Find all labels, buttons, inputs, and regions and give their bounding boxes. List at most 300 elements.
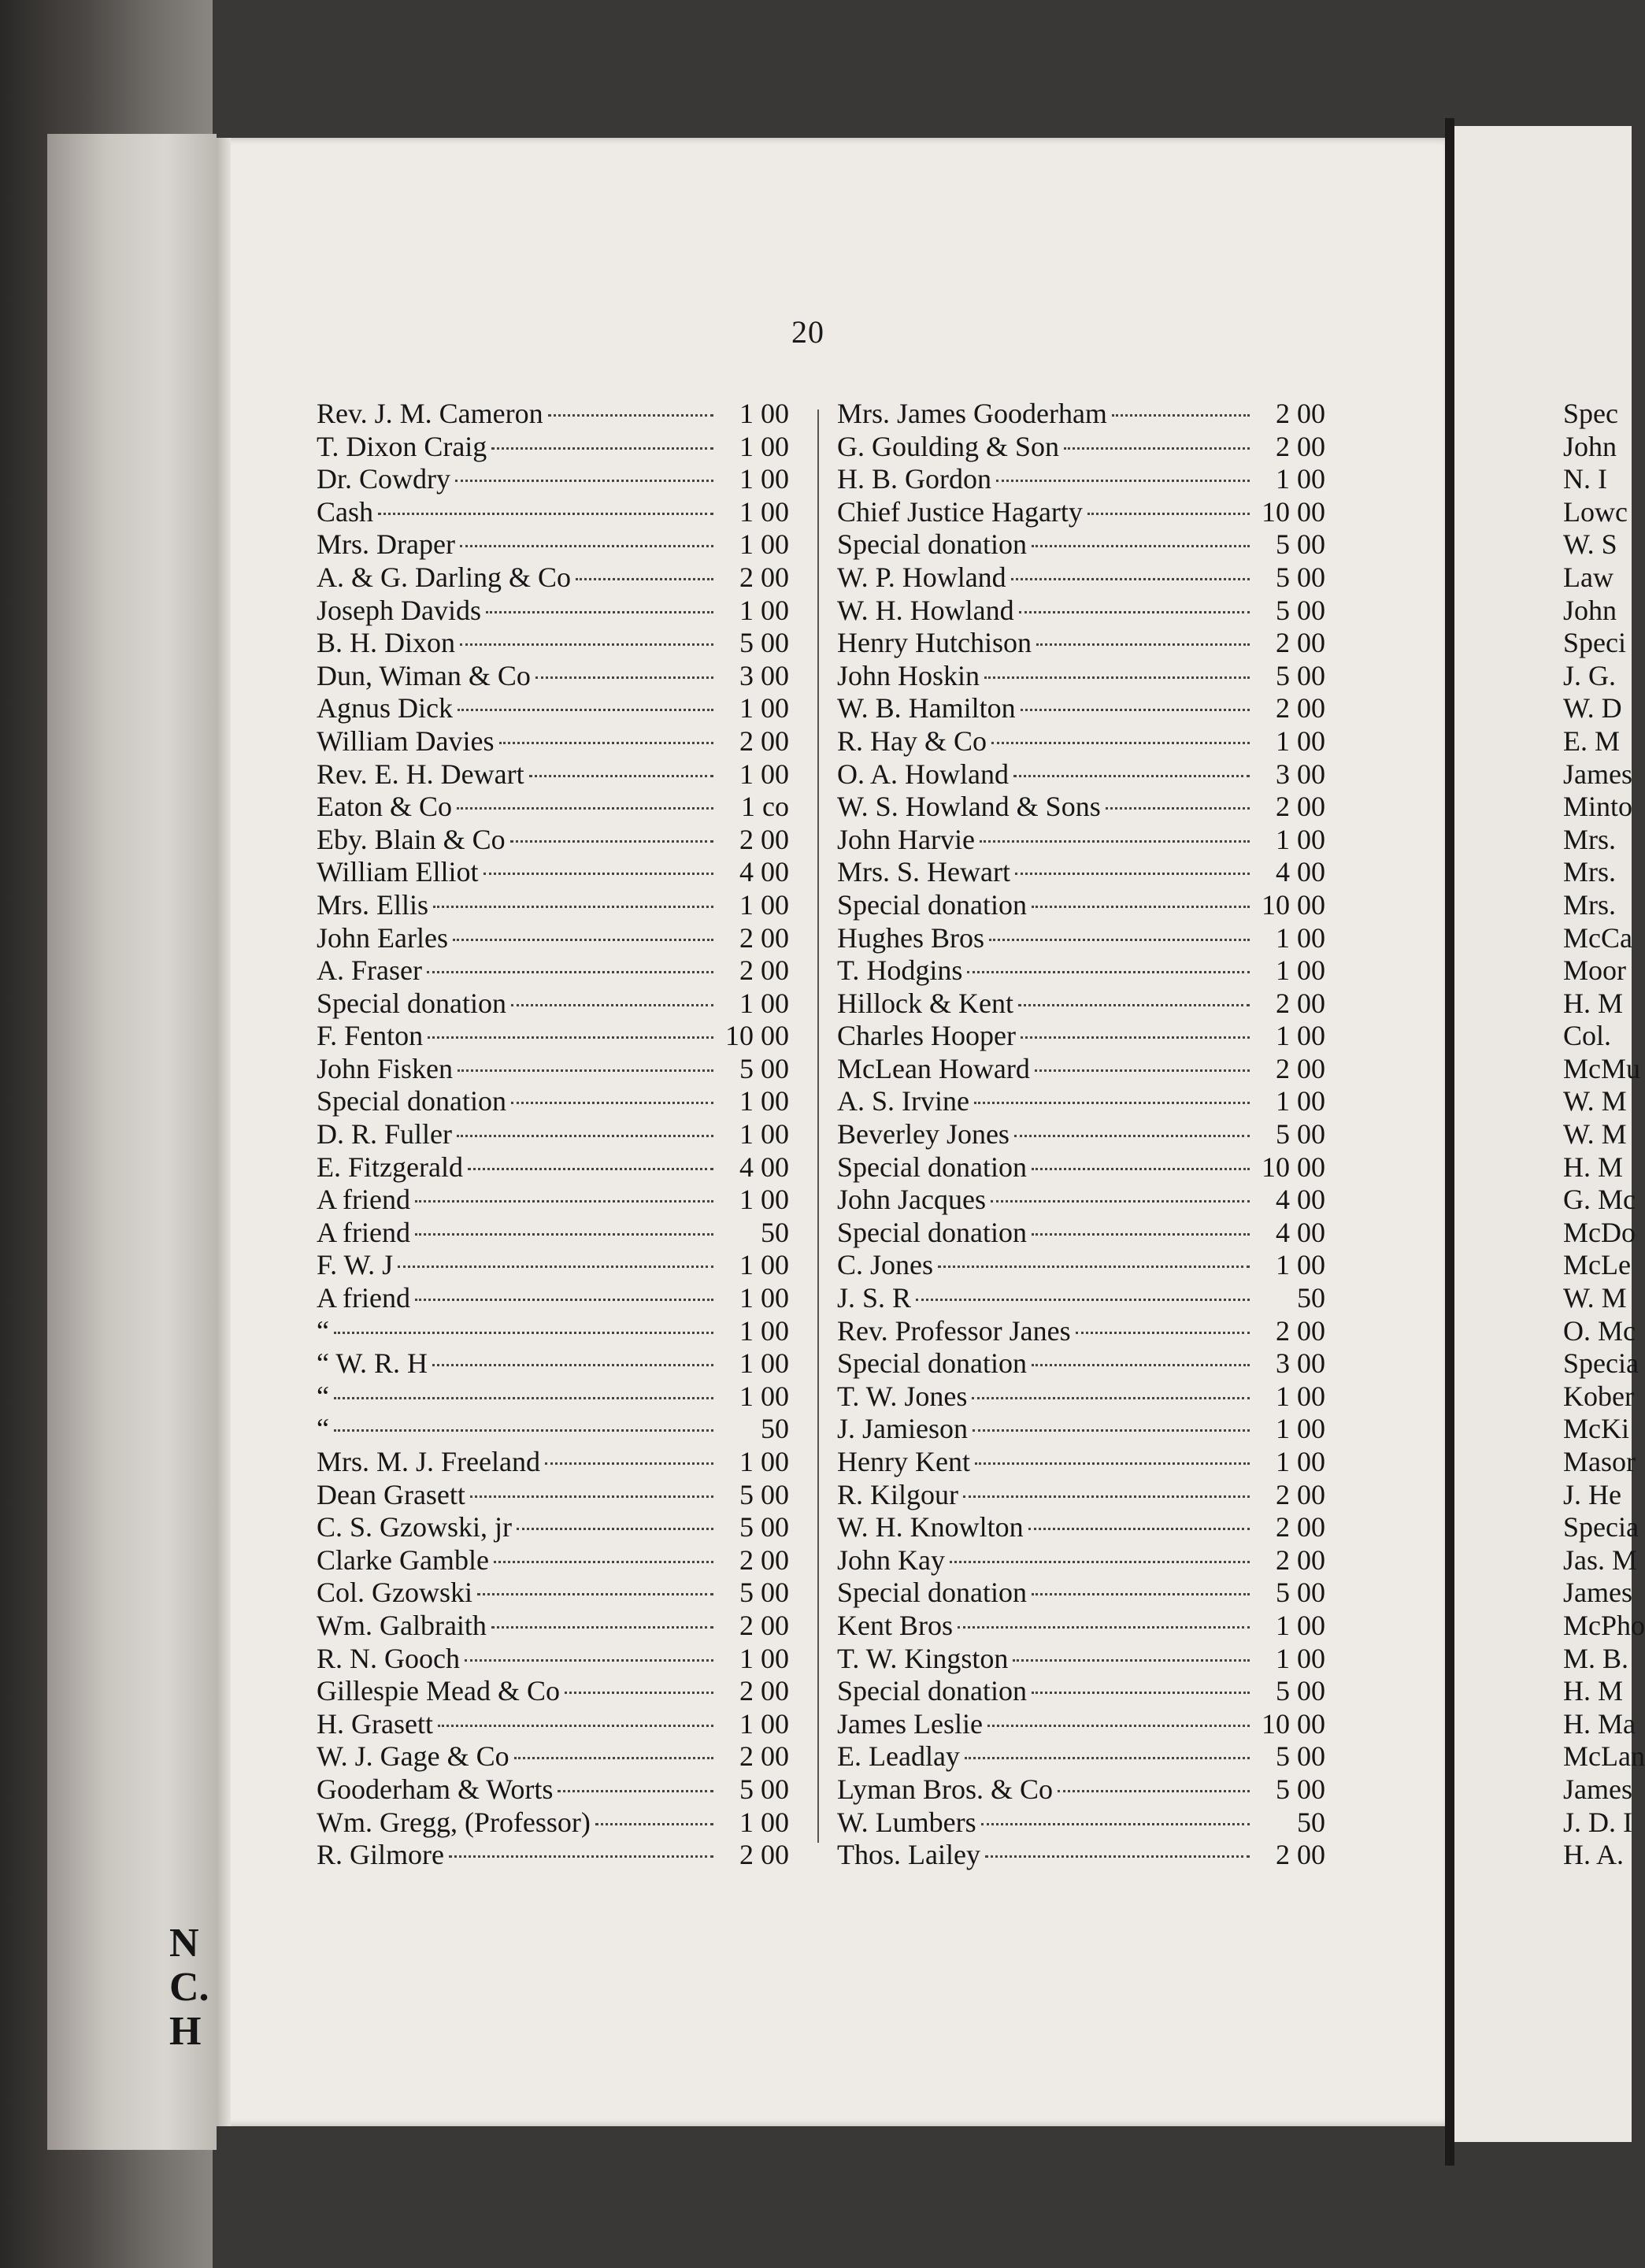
subscription-amount: 1 00 bbox=[739, 430, 789, 462]
dot-leader bbox=[428, 1036, 713, 1039]
subscriber-name: John Earles bbox=[317, 921, 448, 954]
subscriber-name: Eby. Blain & Co bbox=[317, 823, 506, 855]
subscriber-row bbox=[837, 1249, 1325, 1282]
dot-leader bbox=[510, 840, 713, 843]
subscription-amount: 2 00 bbox=[1276, 1511, 1325, 1544]
subscriber-row bbox=[837, 1807, 1325, 1840]
subscription-amount: 4 00 bbox=[739, 1151, 789, 1183]
dot-leader bbox=[415, 1200, 713, 1203]
subscriber-name: Col. Gzowski bbox=[317, 1577, 472, 1609]
subscriber-row bbox=[837, 431, 1325, 464]
facing-page-fragment: E. M bbox=[1563, 724, 1620, 757]
subscription-amount: 2 00 bbox=[739, 1544, 789, 1576]
facing-page-fragment: McMu bbox=[1563, 1052, 1640, 1084]
subscriber-row bbox=[317, 463, 789, 496]
spine-letter: C. bbox=[169, 1965, 209, 2010]
dot-leader bbox=[334, 1397, 713, 1399]
dot-leader bbox=[438, 1725, 713, 1727]
facing-page-fragment: Kober bbox=[1563, 1380, 1634, 1412]
subscriber-name: Dean Grasett bbox=[317, 1478, 465, 1510]
dot-leader bbox=[1076, 1332, 1250, 1334]
subscription-amount: 4 00 bbox=[1276, 856, 1325, 888]
subscriber-name: B. H. Dixon bbox=[317, 627, 456, 659]
subscriber-name: W. H. Knowlton bbox=[837, 1511, 1024, 1544]
subscriber-name: F. W. J bbox=[317, 1249, 394, 1281]
subscriber-name: Clarke Gamble bbox=[317, 1544, 489, 1576]
subscriber-row bbox=[317, 1184, 789, 1217]
subscriber-name: Special donation bbox=[837, 888, 1027, 921]
subscriber-row bbox=[317, 1249, 789, 1282]
facing-page-fragment: Specia bbox=[1563, 1511, 1639, 1544]
facing-page-fragment: James bbox=[1563, 758, 1632, 790]
subscriber-row bbox=[317, 1839, 789, 1872]
facing-page-fragment: N. I bbox=[1563, 463, 1607, 495]
dot-leader bbox=[483, 873, 713, 875]
subscriber-row bbox=[317, 725, 789, 758]
left-subscriber-column bbox=[317, 398, 789, 1872]
subscription-amount: 3 00 bbox=[1276, 1347, 1325, 1380]
subscription-amount: 5 00 bbox=[1276, 1577, 1325, 1609]
dot-leader bbox=[972, 1397, 1250, 1399]
subscription-amount: 2 00 bbox=[1276, 692, 1325, 724]
subscriber-name: Lyman Bros. & Co bbox=[837, 1773, 1054, 1805]
subscriber-row bbox=[837, 1773, 1325, 1807]
subscriber-row bbox=[837, 463, 1325, 496]
dot-leader bbox=[1013, 1659, 1250, 1662]
facing-page-fragment: Jas. M bbox=[1563, 1544, 1638, 1576]
facing-page-fragment: O. Mc bbox=[1563, 1314, 1636, 1347]
subscriber-row bbox=[837, 1413, 1325, 1446]
subscriber-name: Henry Hutchison bbox=[837, 627, 1032, 659]
subscriber-name: T. W. Kingston bbox=[837, 1642, 1009, 1674]
subscriber-name: R. Gilmore bbox=[317, 1839, 444, 1871]
subscription-amount: 5 00 bbox=[739, 1478, 789, 1510]
subscriber-name: T. Hodgins bbox=[837, 954, 963, 987]
facing-page-fragment: Law bbox=[1563, 561, 1614, 593]
dot-leader bbox=[1013, 775, 1250, 777]
dot-leader bbox=[415, 1299, 713, 1301]
subscription-amount: 2 00 bbox=[739, 561, 789, 593]
subscription-amount: 10 00 bbox=[1262, 1151, 1325, 1183]
page-inner-edge bbox=[217, 138, 231, 2126]
facing-page-fragment: John bbox=[1563, 594, 1617, 626]
dot-leader bbox=[967, 971, 1250, 973]
subscriber-name: H. B. Gordon bbox=[837, 463, 991, 495]
facing-page-fragment: H. Ma bbox=[1563, 1707, 1636, 1740]
dot-leader bbox=[1058, 1790, 1250, 1792]
subscription-amount: 5 00 bbox=[1276, 561, 1325, 593]
subscription-amount: 1 00 bbox=[739, 1642, 789, 1674]
subscriber-name: Kent Bros bbox=[837, 1609, 953, 1641]
subscription-amount: 1 00 bbox=[739, 1446, 789, 1477]
subscription-amount: 5 00 bbox=[1276, 528, 1325, 561]
subscriber-name: John Hoskin bbox=[837, 659, 980, 691]
dot-leader bbox=[457, 1135, 713, 1137]
subscriber-name: W. Lumbers bbox=[837, 1806, 976, 1838]
dot-leader bbox=[415, 1233, 713, 1236]
subscription-amount: 1 00 bbox=[1276, 1020, 1325, 1052]
subscriber-row bbox=[317, 1217, 789, 1250]
dot-leader bbox=[996, 480, 1250, 482]
subscription-amount: 1 00 bbox=[1276, 823, 1325, 855]
subscriber-row bbox=[317, 1413, 789, 1446]
facing-page-fragment: W. M bbox=[1563, 1085, 1627, 1117]
subscription-amount: 50 bbox=[1297, 1806, 1325, 1838]
subscriber-row bbox=[837, 1839, 1325, 1872]
subscriber-name: Mrs. M. J. Freeland bbox=[317, 1446, 540, 1477]
subscriber-name: Beverley Jones bbox=[837, 1118, 1010, 1151]
subscriber-row bbox=[317, 627, 789, 660]
subscription-amount: 5 00 bbox=[739, 1511, 789, 1544]
facing-page-fragment: J. G. bbox=[1563, 659, 1617, 691]
subscription-amount: 1 00 bbox=[739, 1184, 789, 1216]
subscription-amount: 2 00 bbox=[1276, 987, 1325, 1019]
facing-page-fragment: McDo bbox=[1563, 1216, 1636, 1248]
subscriber-name: Wm. Gregg, (Professor) bbox=[317, 1806, 591, 1838]
dot-leader bbox=[975, 1462, 1250, 1465]
facing-page-fragment: James bbox=[1563, 1577, 1632, 1609]
subscriber-row bbox=[837, 1643, 1325, 1676]
subscription-amount: 1 00 bbox=[1276, 921, 1325, 954]
dot-leader bbox=[974, 1102, 1250, 1104]
subscriber-name: C. S. Gzowski, jr bbox=[317, 1511, 513, 1544]
subscriber-row bbox=[317, 758, 789, 791]
subscriber-name: W. H. Howland bbox=[837, 594, 1014, 626]
subscription-amount: 1 00 bbox=[739, 1707, 789, 1740]
subscriber-name: Rev. J. M. Cameron bbox=[317, 398, 543, 429]
dot-leader bbox=[465, 1659, 713, 1662]
dot-leader bbox=[460, 545, 713, 547]
subscriber-name: G. Goulding & Son bbox=[837, 430, 1060, 462]
subscription-amount: 5 00 bbox=[739, 1773, 789, 1805]
subscription-amount: 1 00 bbox=[739, 1118, 789, 1151]
dot-leader bbox=[470, 1495, 713, 1498]
subscriber-row bbox=[837, 1479, 1325, 1512]
facing-page-fragment: H. M bbox=[1563, 1675, 1624, 1707]
subscription-amount: 1 00 bbox=[1276, 1249, 1325, 1281]
dot-leader bbox=[427, 971, 713, 973]
subscriber-name: R. N. Gooch bbox=[317, 1642, 460, 1674]
subscriber-row bbox=[837, 1446, 1325, 1479]
dot-leader bbox=[1032, 1233, 1250, 1236]
dot-leader bbox=[460, 643, 713, 646]
page-number: 20 bbox=[791, 314, 824, 350]
subscription-amount: 2 00 bbox=[1276, 1839, 1325, 1871]
subscriber-row bbox=[317, 1053, 789, 1086]
subscription-amount: 2 00 bbox=[1276, 398, 1325, 429]
subscriber-row bbox=[317, 1675, 789, 1708]
facing-page-fragment: McCa bbox=[1563, 921, 1632, 954]
subscriber-row bbox=[837, 791, 1325, 824]
subscription-amount: 1 00 bbox=[739, 1249, 789, 1281]
dot-leader bbox=[1032, 1364, 1250, 1366]
subscriber-name: “ bbox=[317, 1380, 329, 1412]
subscriber-name: Cash bbox=[317, 495, 373, 528]
subscription-amount: 2 00 bbox=[1276, 1314, 1325, 1347]
subscription-amount: 2 00 bbox=[1276, 1478, 1325, 1510]
subscription-amount: 1 00 bbox=[739, 463, 789, 495]
subscriber-name: John Jacques bbox=[837, 1184, 986, 1216]
subscriber-name: Agnus Dick bbox=[317, 692, 453, 724]
binding-paper-edge bbox=[47, 134, 217, 2150]
facing-page-fragment: John bbox=[1563, 430, 1617, 462]
subscriber-row bbox=[317, 398, 789, 431]
dot-leader bbox=[1032, 545, 1250, 547]
subscription-amount: 5 00 bbox=[1276, 1675, 1325, 1707]
subscriber-row bbox=[317, 1020, 789, 1053]
facing-page-fragment: McLe bbox=[1563, 1249, 1631, 1281]
subscriber-row bbox=[317, 1610, 789, 1643]
subscriber-row bbox=[837, 758, 1325, 791]
subscriber-row bbox=[317, 660, 789, 693]
right-subscriber-column bbox=[837, 398, 1325, 1872]
subscriber-row bbox=[837, 1118, 1325, 1151]
subscriber-row bbox=[837, 595, 1325, 628]
subscription-amount: 2 00 bbox=[739, 1675, 789, 1707]
facing-page-fragment: Specia bbox=[1563, 1347, 1639, 1380]
subscriber-name: William Davies bbox=[317, 724, 495, 757]
dot-leader bbox=[517, 1528, 713, 1530]
dot-leader bbox=[981, 1823, 1250, 1825]
subscription-amount: 2 00 bbox=[739, 1740, 789, 1773]
subscriber-name: “ W. R. H bbox=[317, 1347, 428, 1380]
subscriber-row bbox=[837, 398, 1325, 431]
subscriber-row bbox=[837, 1184, 1325, 1217]
facing-page-fragment: Mrs. bbox=[1563, 856, 1617, 888]
subscriber-name: John Kay bbox=[837, 1544, 945, 1576]
facing-page-fragment: H. A. bbox=[1563, 1839, 1625, 1871]
subscriber-name: Mrs. S. Hewart bbox=[837, 856, 1010, 888]
subscriber-row bbox=[317, 595, 789, 628]
subscription-amount: 1 00 bbox=[739, 528, 789, 561]
subscriber-row bbox=[317, 1085, 789, 1118]
dot-leader bbox=[916, 1299, 1250, 1301]
dot-leader bbox=[1036, 643, 1250, 646]
dot-leader bbox=[529, 775, 713, 777]
subscriber-row bbox=[317, 1282, 789, 1315]
subscriber-name: F. Fenton bbox=[317, 1020, 424, 1052]
subscriber-row bbox=[837, 1610, 1325, 1643]
subscriber-row bbox=[837, 725, 1325, 758]
subscription-amount: 5 00 bbox=[1276, 1118, 1325, 1151]
subscription-amount: 1 00 bbox=[739, 594, 789, 626]
dot-leader bbox=[1087, 513, 1250, 515]
dot-leader bbox=[453, 939, 713, 941]
subscriber-name: J. Jamieson bbox=[837, 1413, 968, 1445]
subscription-amount: 4 00 bbox=[739, 856, 789, 888]
dot-leader bbox=[576, 578, 713, 580]
facing-page-fragment: J. He bbox=[1563, 1478, 1621, 1510]
subscription-amount: 3 00 bbox=[1276, 758, 1325, 790]
subscriber-row bbox=[837, 954, 1325, 988]
subscriber-name: Special donation bbox=[317, 1085, 506, 1117]
subscriber-name: R. Hay & Co bbox=[837, 724, 987, 757]
subscriber-row bbox=[837, 1740, 1325, 1773]
dot-leader bbox=[950, 1561, 1250, 1563]
facing-page-column bbox=[1563, 398, 1645, 1872]
subscriber-name: Mrs. Draper bbox=[317, 528, 455, 561]
subscription-amount: 10 00 bbox=[1262, 1707, 1325, 1740]
dot-leader bbox=[514, 1757, 713, 1759]
dot-leader bbox=[433, 906, 713, 908]
subscriber-name: A. & G. Darling & Co bbox=[317, 561, 571, 593]
subscription-amount: 1 00 bbox=[739, 1085, 789, 1117]
dot-leader bbox=[565, 1692, 713, 1694]
subscriber-row bbox=[317, 1446, 789, 1479]
subscription-amount: 3 00 bbox=[739, 659, 789, 691]
subscription-amount: 1 00 bbox=[1276, 1085, 1325, 1117]
subscriber-row bbox=[837, 1151, 1325, 1184]
subscription-amount: 2 00 bbox=[739, 1839, 789, 1871]
subscriber-name: Special donation bbox=[837, 1347, 1027, 1380]
subscriber-name: Rev. Professor Janes bbox=[837, 1314, 1071, 1347]
subscriber-name: Mrs. James Gooderham bbox=[837, 398, 1107, 429]
subscriber-row bbox=[837, 824, 1325, 857]
subscription-amount: 2 00 bbox=[1276, 1052, 1325, 1084]
subscriber-row bbox=[317, 922, 789, 955]
subscriber-row bbox=[317, 1643, 789, 1676]
dot-leader bbox=[991, 742, 1250, 744]
subscriber-row bbox=[317, 528, 789, 561]
dot-leader bbox=[980, 840, 1250, 843]
subscription-amount: 1 00 bbox=[1276, 724, 1325, 757]
subscriber-name: Henry Kent bbox=[837, 1446, 970, 1477]
subscriber-row bbox=[837, 1380, 1325, 1414]
subscription-amount: 1 00 bbox=[739, 1282, 789, 1314]
subscriber-row bbox=[837, 1511, 1325, 1544]
facing-page-fragment: Moor bbox=[1563, 954, 1626, 987]
subscription-amount: 5 00 bbox=[1276, 1740, 1325, 1773]
dot-leader bbox=[985, 1855, 1250, 1858]
subscriber-name: E. Fitzgerald bbox=[317, 1151, 463, 1183]
subscriber-name: T. W. Jones bbox=[837, 1380, 968, 1412]
subscription-amount: 1 00 bbox=[739, 888, 789, 921]
subscription-amount: 2 00 bbox=[1276, 1544, 1325, 1576]
subscriber-row bbox=[317, 431, 789, 464]
subscription-amount: 1 00 bbox=[739, 495, 789, 528]
subscription-amount: 2 00 bbox=[739, 1609, 789, 1641]
book-gutter bbox=[1445, 118, 1454, 2166]
subscriber-name: Mrs. Ellis bbox=[317, 888, 429, 921]
dot-leader bbox=[499, 742, 714, 744]
dot-leader bbox=[458, 709, 713, 711]
dot-leader bbox=[449, 1855, 713, 1858]
subscription-amount: 1 00 bbox=[739, 987, 789, 1019]
subscriber-row bbox=[837, 922, 1325, 955]
dot-leader bbox=[1035, 1069, 1250, 1072]
dot-leader bbox=[1028, 1528, 1250, 1530]
subscriber-row bbox=[317, 1577, 789, 1610]
dot-leader bbox=[458, 1069, 713, 1072]
subscriber-name: “ bbox=[317, 1413, 329, 1445]
dot-leader bbox=[965, 1757, 1250, 1759]
dot-leader bbox=[1018, 1004, 1250, 1006]
facing-page-fragment: McLan bbox=[1563, 1740, 1645, 1773]
subscription-amount: 2 00 bbox=[1276, 627, 1325, 659]
subscriber-row bbox=[837, 1053, 1325, 1086]
dot-leader bbox=[378, 513, 713, 515]
dot-leader bbox=[1032, 906, 1250, 908]
subscription-amount: 1 00 bbox=[739, 692, 789, 724]
subscriber-name: E. Leadlay bbox=[837, 1740, 960, 1773]
dot-leader bbox=[491, 1626, 713, 1629]
subscription-amount: 2 00 bbox=[739, 921, 789, 954]
subscription-amount: 1 00 bbox=[739, 398, 789, 429]
dot-leader bbox=[1032, 1593, 1250, 1595]
subscription-amount: 5 00 bbox=[1276, 659, 1325, 691]
subscription-amount: 5 00 bbox=[1276, 594, 1325, 626]
dot-leader bbox=[494, 1561, 713, 1563]
dot-leader bbox=[1021, 1036, 1250, 1039]
facing-page-fragment: Mrs. bbox=[1563, 823, 1617, 855]
subscription-amount: 1 co bbox=[741, 791, 789, 823]
dot-leader bbox=[457, 807, 713, 810]
subscriber-name: John Fisken bbox=[317, 1052, 454, 1084]
dot-leader bbox=[477, 1593, 713, 1595]
facing-page-fragment: Minto bbox=[1563, 791, 1633, 823]
subscriber-row bbox=[837, 1020, 1325, 1053]
dot-leader bbox=[1021, 709, 1250, 711]
subscription-amount: 5 00 bbox=[1276, 1773, 1325, 1805]
dot-leader bbox=[511, 1102, 713, 1104]
subscription-amount: 1 00 bbox=[1276, 954, 1325, 987]
facing-page-fragment: Spec bbox=[1563, 398, 1618, 429]
dot-leader bbox=[991, 1200, 1250, 1203]
subscriber-name: Charles Hooper bbox=[837, 1020, 1016, 1052]
subscription-amount: 1 00 bbox=[1276, 1642, 1325, 1674]
subscriber-row bbox=[837, 1347, 1325, 1380]
dot-leader bbox=[1032, 1692, 1250, 1694]
subscriber-name: A friend bbox=[317, 1184, 410, 1216]
subscriber-name: Special donation bbox=[837, 1151, 1027, 1183]
subscriber-row bbox=[837, 1577, 1325, 1610]
subscriber-name: A friend bbox=[317, 1216, 410, 1248]
facing-page-fragment: Mrs. bbox=[1563, 888, 1617, 921]
subscription-amount: 10 00 bbox=[1262, 888, 1325, 921]
dot-leader bbox=[1064, 447, 1250, 450]
subscriber-row bbox=[317, 1479, 789, 1512]
subscriber-row bbox=[837, 561, 1325, 595]
subscriber-row bbox=[317, 692, 789, 725]
subscriber-name: John Harvie bbox=[837, 823, 975, 855]
subscription-amount: 10 00 bbox=[1262, 495, 1325, 528]
subscriber-row bbox=[837, 1282, 1325, 1315]
subscriber-name: Thos. Lailey bbox=[837, 1839, 980, 1871]
facing-page-fragment: McKi bbox=[1563, 1413, 1629, 1445]
subscription-amount: 5 00 bbox=[739, 627, 789, 659]
dot-leader bbox=[1015, 873, 1250, 875]
subscriber-name: W. J. Gage & Co bbox=[317, 1740, 509, 1773]
subscriber-name: R. Kilgour bbox=[837, 1478, 959, 1510]
dot-leader bbox=[468, 1168, 713, 1170]
dot-leader bbox=[1014, 1135, 1250, 1137]
subscriber-name: O. A. Howland bbox=[837, 758, 1009, 790]
subscription-amount: 50 bbox=[761, 1216, 789, 1248]
subscriber-row bbox=[837, 1708, 1325, 1741]
dot-leader bbox=[958, 1626, 1250, 1629]
subscriber-name: Special donation bbox=[837, 1216, 1027, 1248]
dot-leader bbox=[558, 1790, 713, 1792]
subscriber-row bbox=[317, 1118, 789, 1151]
subscriber-row bbox=[317, 954, 789, 988]
column-divider bbox=[817, 410, 819, 1843]
subscriber-name: Special donation bbox=[837, 528, 1027, 561]
subscriber-row bbox=[317, 1347, 789, 1380]
subscriber-name: Eaton & Co bbox=[317, 791, 452, 823]
subscriber-row bbox=[317, 889, 789, 922]
subscriber-row bbox=[317, 1315, 789, 1348]
dot-leader bbox=[455, 480, 713, 482]
